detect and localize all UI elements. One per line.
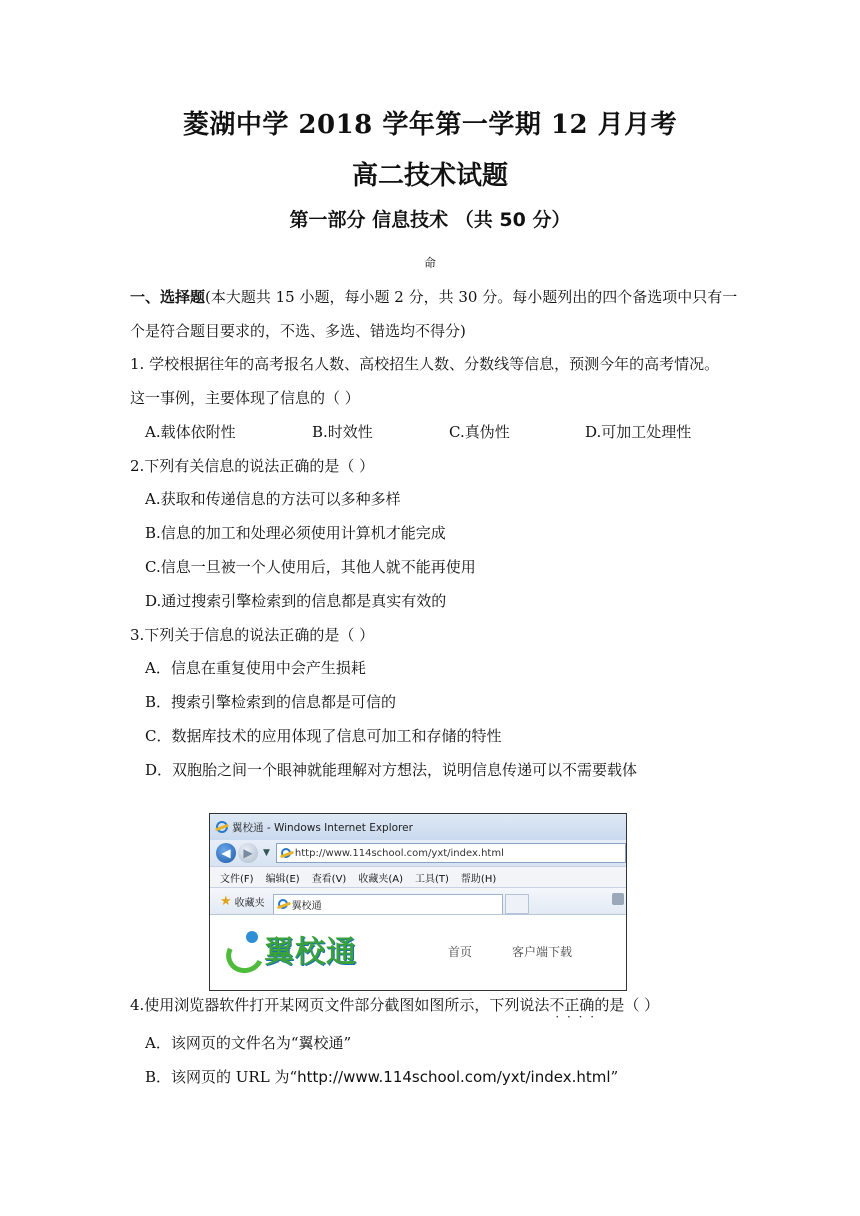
webpage-content	[210, 915, 626, 991]
tab-label: 翼校通	[291, 900, 322, 912]
browser-address-row	[210, 840, 626, 866]
back-arrow-icon: ◀	[216, 843, 236, 863]
q4-option-b-prefix: B．该网页的 URL 为“	[145, 1068, 298, 1086]
new-tab-button	[505, 894, 529, 914]
q4-option-b	[145, 1066, 618, 1087]
site-nav-home: 首页	[448, 945, 473, 959]
q2-stem: 2.下列有关信息的说法正确的是（ ）	[130, 457, 375, 475]
history-dropdown-icon: ▼	[263, 848, 270, 858]
q1-stem-line2: 这一事例，主要体现了信息的（ ）	[130, 389, 360, 407]
section-intro-line1	[130, 286, 737, 307]
q4-stem-part1: 4.使用浏览器软件打开某网页文件部分截图如图所示，下列说法	[130, 996, 550, 1014]
q4-option-b-suffix: ”	[610, 1068, 619, 1086]
q1-option-b: B.时效性	[312, 423, 373, 441]
section-intro-line2: 个是符合题目要求的，不选、多选、错选均不得分)	[130, 322, 466, 340]
favorites-label: 收藏夹	[234, 897, 265, 909]
q4-stem	[130, 994, 659, 1015]
forward-arrow-icon: ▶	[238, 843, 258, 863]
q2-option-d: D.通过搜索引擎检索到的信息都是真实有效的	[145, 592, 447, 610]
q3-option-d: D．双胞胎之间一个眼神就能理解对方想法，说明信息传递可以不需要载体	[145, 761, 638, 779]
address-url: http://www.114school.com/yxt/index.html	[294, 847, 504, 859]
q1-option-d: D.可加工处理性	[585, 423, 692, 441]
favorites-star-icon: ★	[220, 893, 232, 909]
q3-option-a: A．信息在重复使用中会产生损耗	[145, 659, 366, 677]
home-icon	[612, 893, 624, 905]
q1-option-c: C.真伪性	[449, 423, 510, 441]
q2-option-c: C.信息一旦被一个人使用后，其他人就不能再使用	[145, 558, 476, 576]
ming-mark: 命	[423, 256, 436, 270]
q3-option-c: C．数据库技术的应用体现了信息可加工和存储的特性	[145, 727, 502, 745]
address-bar	[276, 843, 626, 863]
menu-help: 帮助(H)	[460, 873, 497, 885]
site-nav-download: 客户端下载	[512, 945, 573, 959]
menu-file: 文件(F)	[220, 873, 254, 885]
q3-option-b: B．搜索引擎检索到的信息都是可信的	[145, 693, 397, 711]
page-ie-icon	[281, 848, 291, 858]
q2-option-a: A.获取和传递信息的方法可以多种多样	[145, 490, 401, 508]
exam-title: 菱湖中学 2018 学年第一学期 12 月月考	[182, 110, 678, 140]
q2-option-b: B.信息的加工和处理必须使用计算机才能完成	[145, 524, 446, 542]
site-logo	[222, 927, 357, 971]
favorites-bar	[210, 888, 626, 915]
browser-window-title: 翼校通 - Windows Internet Explorer	[232, 821, 413, 834]
ie-logo-icon	[216, 821, 228, 833]
menu-view: 查看(V)	[311, 873, 347, 885]
section-intro-text: (本大题共 15 小题，每小题 2 分，共 30 分。每小题列出的四个备选项中只有一	[205, 288, 738, 306]
browser-tab	[273, 894, 503, 914]
menu-tools: 工具(T)	[415, 873, 449, 885]
menu-edit: 编辑(E)	[265, 873, 300, 885]
menu-favorites: 收藏夹(A)	[358, 873, 403, 885]
q4-stem-emphasis: 不正确 · · · ·	[549, 996, 594, 1014]
q3-stem: 3.下列关于信息的说法正确的是（ ）	[130, 626, 375, 644]
section-heading: 一、选择题	[130, 288, 206, 306]
site-logo-text: 翼校通	[264, 935, 357, 970]
q4-option-b-url: http://www.114school.com/yxt/index.html	[297, 1068, 611, 1086]
browser-screenshot-figure	[209, 813, 627, 991]
q1-stem-line1: 1. 学校根据往年的高考报名人数、高校招生人数、分数线等信息，预测今年的高考情况。	[130, 355, 720, 373]
part-heading: 第一部分 信息技术 （共 50 分）	[289, 209, 571, 231]
browser-title-bar	[210, 814, 626, 840]
site-logo-mark-icon	[222, 929, 262, 969]
exam-subtitle: 高二技术试题	[351, 161, 508, 191]
q4-option-a: A．该网页的文件名为“翼校通”	[145, 1034, 352, 1052]
browser-menu-bar	[210, 866, 626, 888]
q1-option-a: A.载体依附性	[145, 423, 236, 441]
q4-stem-part2: 的是（ ）	[594, 996, 660, 1014]
tab-ie-icon	[278, 899, 288, 909]
